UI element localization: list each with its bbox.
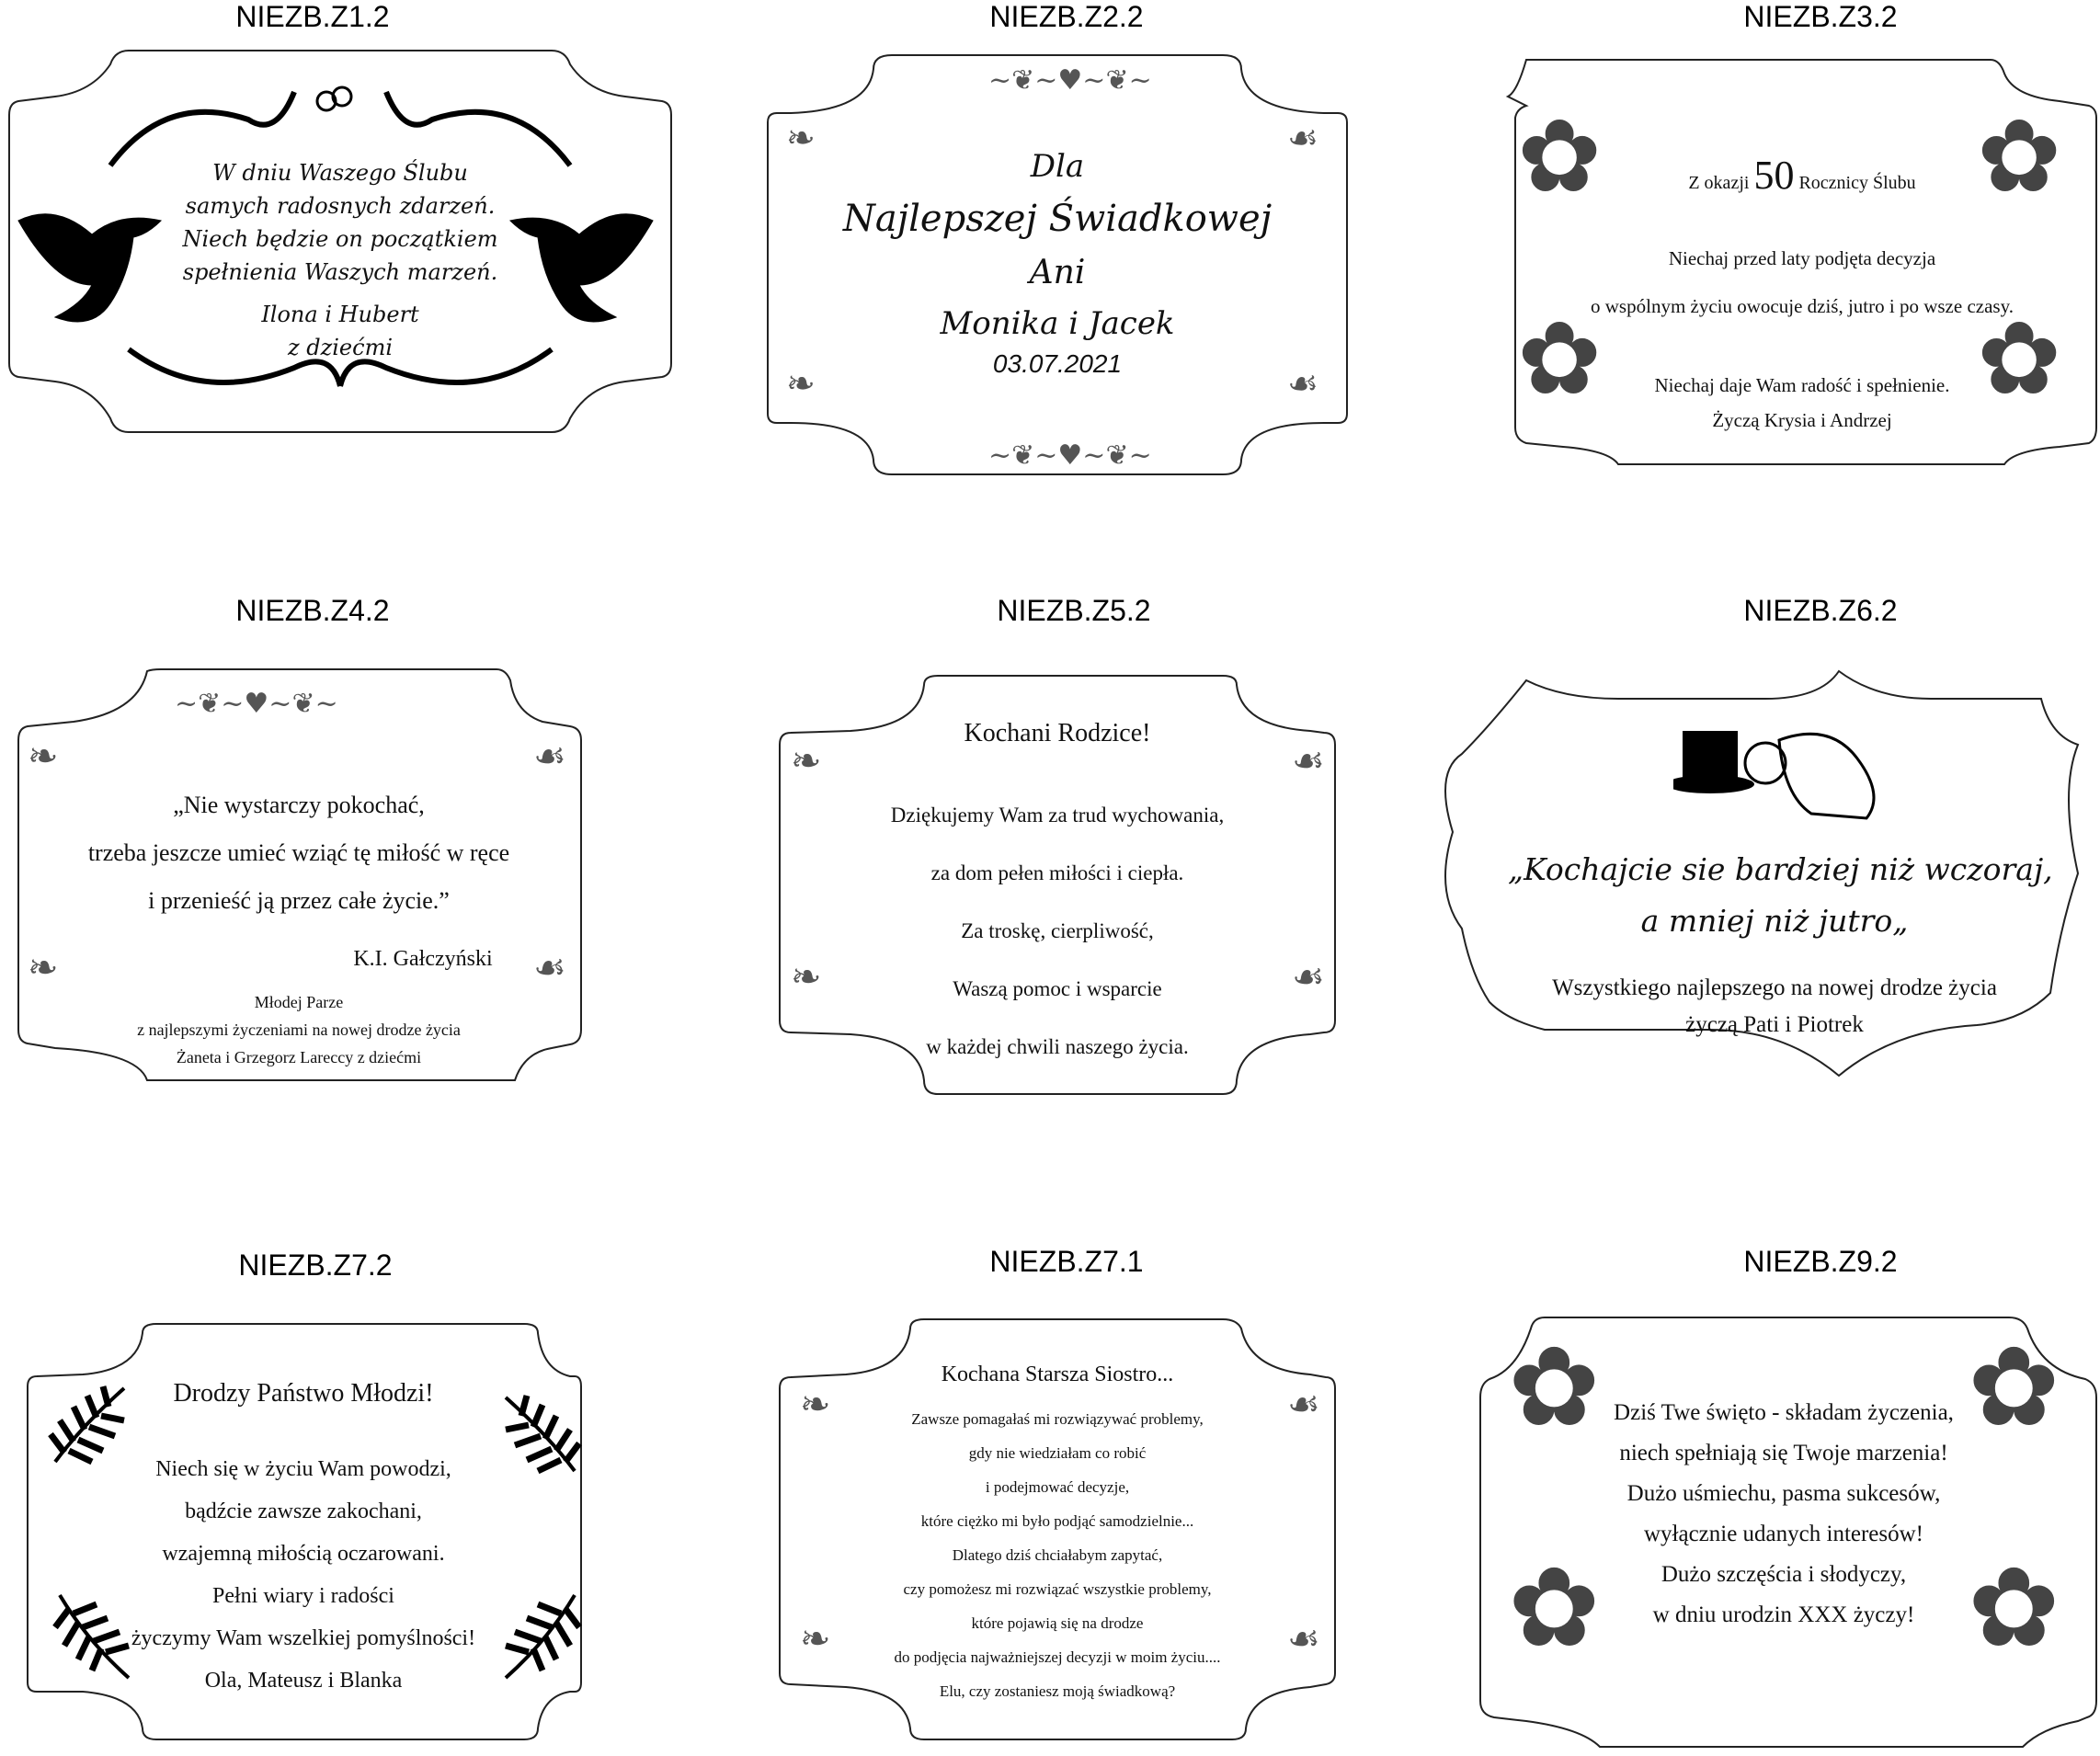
text-line: do podjęcia najważniejszej decyzji w moim życiu.... [894, 1648, 1221, 1666]
text-line: Elu, czy zostaniesz moją świadkową? [939, 1682, 1176, 1700]
plaque-text [1618, 152, 1986, 199]
flower-icon: ✿ [1508, 1324, 1601, 1452]
text-line: Żaneta i Grzegorz Lareccy z dziećmi [176, 1048, 422, 1066]
plaque-title: Drodzy Państwo Młodzi! [173, 1379, 434, 1408]
top-hat-veil-icon [1673, 722, 1903, 823]
filigree-corner-icon: ❧ [791, 740, 822, 782]
plaque-code: NIEZB.Z3.2 [1743, 0, 1898, 33]
filigree-corner-icon: ☙ [1287, 1384, 1320, 1426]
text-line: a mniej niż jutro„ [1640, 903, 1909, 939]
flower-icon: ✿ [1508, 1545, 1601, 1672]
plaque-code: NIEZB.Z1.2 [235, 0, 390, 33]
text-line: czy pomożesz mi rozwiązać wszystkie problemy, [903, 1580, 1212, 1598]
text-line: Dlatego dziś chciałabym zapytać, [952, 1546, 1163, 1564]
text-line: za dom pełen miłości i ciepła. [930, 861, 1184, 884]
filigree-corner-icon: ❧ [800, 1618, 831, 1660]
text-line: Monika i Jacek [940, 305, 1175, 342]
text-line: w każdej chwili naszego życia. [926, 1035, 1189, 1058]
plaque-text [827, 143, 1287, 380]
plaque-code: NIEZB.Z5.2 [997, 594, 1151, 627]
filigree-corner-icon: ☙ [1287, 363, 1319, 404]
text-line: Ilona i Hubert [261, 302, 419, 327]
text-line: 03.07.2021 [992, 349, 1123, 378]
text-line: Rocznicy Ślubu [1798, 173, 1916, 193]
text-line: Dziękujemy Wam za trud wychowania, [890, 804, 1225, 827]
plaque-text [92, 988, 506, 1071]
text-line: W dniu Waszego Ślubu [212, 160, 468, 186]
text-line: Niech będzie on początkiem [182, 226, 498, 252]
quote-author: K.I. Gałczyński [353, 947, 493, 971]
text-line: Niechaj przed laty podjęta decyzja [1668, 247, 1936, 269]
plaque-text [1508, 844, 2053, 947]
text-line: Niechaj daje Wam radość i spełnienie. [1654, 374, 1950, 396]
filigree-corner-icon: ❧ [800, 1384, 831, 1426]
flower-icon: ✿ [1968, 1324, 2060, 1452]
plaque-text [1508, 970, 2041, 1043]
text-line: samych radosnych zdarzeń. [185, 193, 496, 219]
filigree-corner-icon: ☙ [533, 947, 566, 989]
plaque-text [1572, 234, 2032, 437]
plaque-text [827, 786, 1287, 1076]
text-line: które pojawią się na drodze [971, 1614, 1144, 1632]
text-line: życzymy Wam wszelkiej pomyślności! [131, 1626, 476, 1650]
plaque-code: NIEZB.Z9.2 [1743, 1245, 1898, 1278]
text-line: które ciężko mi było podjąć samodzielnie... [920, 1512, 1194, 1530]
filigree-corner-icon: ❧ [786, 363, 816, 404]
plaque-title: Kochani Rodzice! [964, 719, 1151, 747]
filigree-top-icon: ~❦~♥~❦~ [175, 688, 338, 720]
text-line: Za troskę, cierpliwość, [961, 919, 1154, 942]
plaque-code: NIEZB.Z4.2 [235, 594, 390, 627]
plaque-code: NIEZB.Z6.2 [1743, 594, 1898, 627]
filigree-corner-icon: ❧ [791, 956, 822, 998]
plaque-text [92, 1448, 515, 1702]
text-line: Dużo szczęścia i słodyczy, [1661, 1562, 1907, 1587]
anniversary-number: 50 [1753, 153, 1795, 198]
text-line: Młodej Parze [254, 993, 344, 1011]
text-line: Z okazji [1688, 173, 1750, 193]
text-line: Dziś Twe święto - składam życzenia, [1614, 1400, 1954, 1425]
text-line: Zawsze pomagałaś mi rozwiązywać problemy, [911, 1410, 1204, 1428]
text-line: Dużo uśmiechu, pasma sukcesów, [1626, 1481, 1941, 1506]
text-line: i przenieść ją przez całe życie.” [148, 887, 450, 914]
text-line: Pełni wiary i radości [212, 1584, 394, 1608]
filigree-corner-icon: ☙ [533, 735, 566, 778]
plaque-code: NIEZB.Z2.2 [989, 0, 1144, 33]
text-line: Wszystkiego najlepszego na nowej drodze życia [1552, 975, 1997, 1000]
text-line: Ola, Mateusz i Blanka [204, 1669, 403, 1693]
text-line: życzą Pati i Piotrek [1685, 1012, 1864, 1037]
text-line: Najlepszej Świadkowej [842, 198, 1273, 240]
flower-icon: ✿ [1968, 1545, 2060, 1672]
flower-icon: ✿ [1977, 97, 2062, 215]
filigree-corner-icon: ❧ [28, 735, 59, 778]
text-line: trzeba jeszcze umieć wziąć tę miłość w ręce [87, 839, 510, 866]
text-line: gdy nie wiedziałam co robić [968, 1444, 1147, 1462]
text-line: „Nie wystarczy pokochać, [173, 792, 425, 818]
plaque-code: NIEZB.Z7.1 [989, 1245, 1144, 1278]
plaque-text [37, 781, 561, 925]
plaque-text [1572, 1393, 1995, 1636]
text-line: wzajemną miłością oczarowani. [162, 1542, 445, 1566]
plaque-code: NIEZB.Z7.2 [238, 1249, 393, 1282]
flower-icon: ✿ [1517, 97, 1603, 215]
text-line: Życzą Krysia i Andrzej [1712, 409, 1892, 431]
filigree-corner-icon: ☙ [1287, 1618, 1320, 1660]
flower-icon: ✿ [1977, 300, 2062, 417]
filigree-bottom-icon: ~❦~♥~❦~ [988, 439, 1152, 472]
text-line: i podejmować decyzje, [985, 1478, 1130, 1496]
text-line: z najlepszymi życzeniami na nowej drodze życia [137, 1021, 461, 1039]
text-line: Niech się w życiu Wam powodzi, [155, 1457, 451, 1481]
filigree-corner-icon: ☙ [1287, 118, 1319, 158]
text-line: niech spełniają się Twoje marzenia! [1619, 1441, 1948, 1465]
filigree-corner-icon: ❧ [786, 118, 816, 158]
plaque-text [156, 156, 524, 364]
text-line: spełnienia Waszych marzeń. [182, 259, 498, 285]
filigree-corner-icon: ☙ [1292, 740, 1325, 782]
plaque-text [827, 1402, 1287, 1708]
text-line: Waszą pomoc i wsparcie [953, 977, 1162, 1000]
filigree-top-icon: ~❦~♥~❦~ [988, 64, 1152, 97]
text-line: o wspólnym życiu owocuje dziś, jutro i po wsze czasy. [1591, 295, 2014, 317]
text-line: Dla [1030, 148, 1085, 185]
text-line: bądźcie zawsze zakochani, [185, 1499, 422, 1523]
plaque-title: Kochana Starsza Siostro... [941, 1363, 1174, 1386]
text-line: Ani [1029, 254, 1086, 291]
flower-icon: ✿ [1517, 300, 1603, 417]
text-line: w dniu urodzin XXX życzy! [1652, 1602, 1915, 1627]
text-line: „Kochajcie sie bardziej niż wczoraj, [1508, 851, 2053, 887]
filigree-corner-icon: ❧ [28, 947, 59, 989]
filigree-corner-icon: ☙ [1292, 956, 1325, 998]
text-line: z dziećmi [287, 335, 394, 360]
text-line: wyłącznie udanych interesów! [1643, 1522, 1924, 1546]
